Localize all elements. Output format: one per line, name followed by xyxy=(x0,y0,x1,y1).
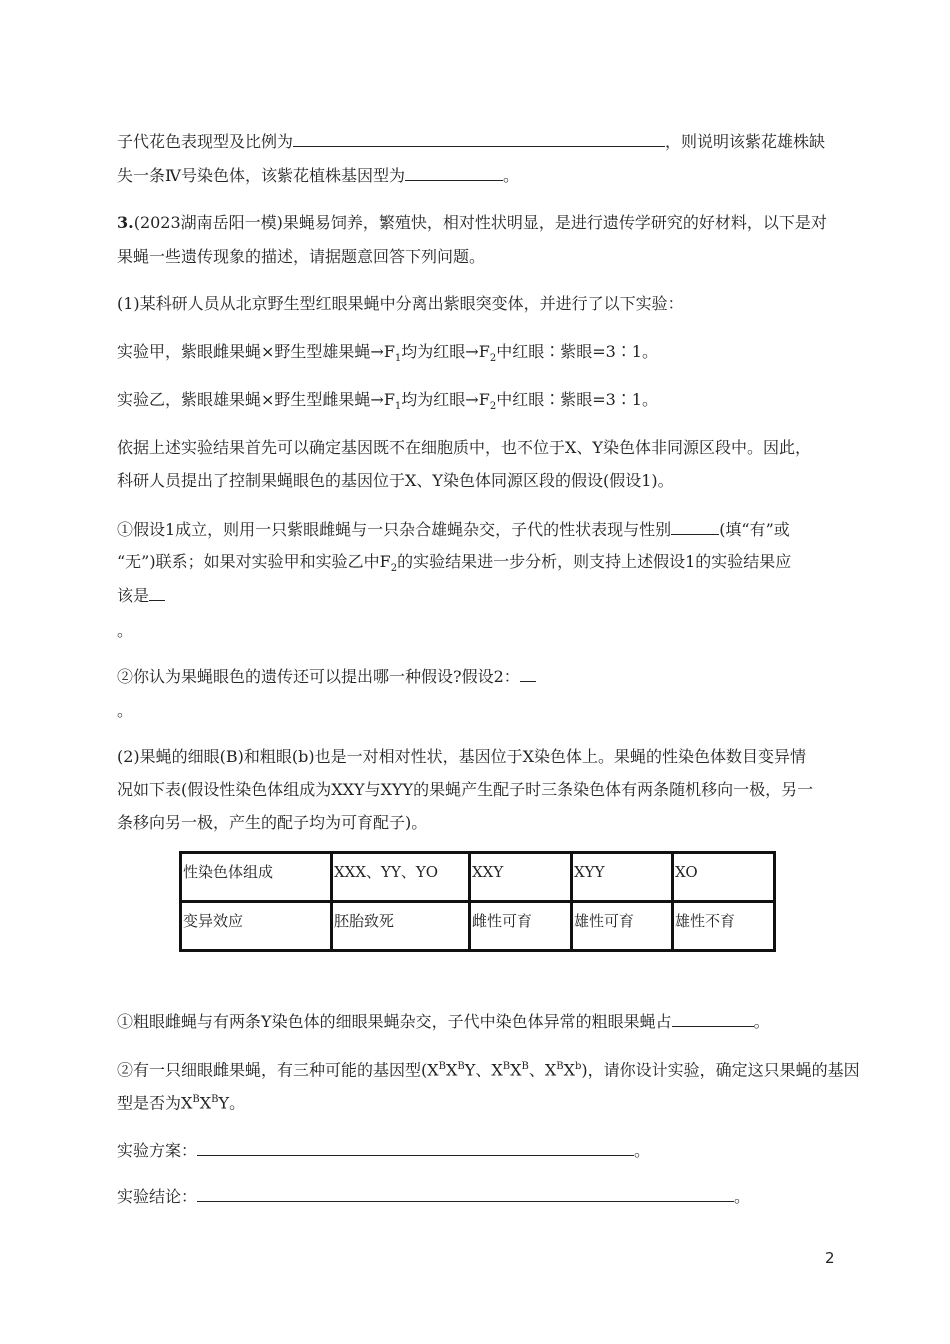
text: (1)某科研人员从北京野生型红眼果蝇中分离出紫眼突变体，并进行了以下实验： xyxy=(117,294,684,313)
part-2-line2: 况如下表(假设性染色体组成为XXY与XYY的果蝇产生配子时三条染色体有两条随机移向一极，另一 xyxy=(117,780,814,799)
plan-answer-blank[interactable] xyxy=(197,1139,634,1156)
result-2-line2: 型是否为$X^BX^BY$。 xyxy=(117,1093,246,1113)
question-3-line2 xyxy=(117,246,485,268)
answer-blank[interactable] xyxy=(405,164,503,181)
text: 果蝇一些遗传现象的描述，请据题意回答下列问题。 xyxy=(117,247,486,266)
table-cell: 雄性可育 xyxy=(572,902,673,951)
line-flower-ratio xyxy=(117,130,825,153)
text: 子代花色表现型及比例为 xyxy=(117,132,294,151)
table-cell: 雄性不育 xyxy=(673,902,775,951)
table-cell: XYY xyxy=(572,853,673,902)
subquestion-2-line: ②你认为果蝇眼色的遗传还可以提出哪一种假设?假设2： xyxy=(117,665,536,688)
table-cell: XXX、YY、YO xyxy=(332,853,470,902)
table-cell: 雌性可育 xyxy=(470,902,572,951)
text: (2023湖南岳阳一模)果蝇易饲养，繁殖快，相对性状明显，是进行遗传学研究的好材料，以下是对 xyxy=(133,213,827,232)
subquestion-1-end: 。 xyxy=(117,621,134,640)
variation-table xyxy=(179,851,776,952)
text: 。 xyxy=(503,166,520,185)
question-number: 3. xyxy=(117,213,134,232)
line-genotype xyxy=(117,164,519,187)
subquestion-1-line2: “无”)联系；如果对实验甲和实验乙中$F_2$的实验结果进一步分析，则支持上述假设1的实验结果应 xyxy=(117,552,792,575)
table-row xyxy=(181,902,775,951)
answer-blank[interactable] xyxy=(149,584,165,601)
answer-blank[interactable] xyxy=(293,130,665,147)
part-1-intro xyxy=(117,293,684,315)
plan-label: 实验方案： xyxy=(117,1141,198,1160)
answer-blank[interactable] xyxy=(671,518,719,535)
page-number: 2 xyxy=(825,1249,835,1267)
text: 失一条Ⅳ号染色体，该紫花植株基因型为 xyxy=(117,166,405,185)
experiment-a: 实验甲，紫眼雌果蝇×野生型雄果蝇$\to F_1$均为红眼$\to F_2$中红眼∶紫眼=3∶1。 xyxy=(117,342,658,365)
subquestion-1-line3: 该是 xyxy=(117,584,165,607)
table-cell: 变异效应 xyxy=(181,902,332,951)
experiment-plan-line: 实验方案： 。 xyxy=(117,1141,651,1160)
subquestion-1-line1: ①假设1成立，则用一只紫眼雌蝇与一只杂合雄蝇杂交，子代的性状表现与性别 (填“有”或 xyxy=(117,520,790,539)
table-cell: 性染色体组成 xyxy=(181,853,332,902)
basis-line1: 依据上述实验结果首先可以确定基因既不在细胞质中，也不位于X、Y染色体非同源区段中。因此， xyxy=(117,438,811,457)
table-row xyxy=(181,853,775,902)
answer-blank[interactable] xyxy=(520,665,536,682)
result-2-line1: ②有一只细眼雌果蝇，有三种可能的基因型($X^BX^BY$、$X^BX^B$、$X^BX^b$)，请你设计实验，确定这只果蝇的基因 xyxy=(117,1060,860,1080)
table-cell: XXY xyxy=(470,853,572,902)
answer-blank[interactable] xyxy=(672,1010,754,1027)
basis-line2: 科研人员提出了控制果蝇眼色的基因位于X、Y染色体同源区段的假设(假设1)。 xyxy=(117,471,674,490)
table-cell: XO xyxy=(673,853,775,902)
conclusion-label: 实验结论： xyxy=(117,1187,198,1206)
part-2-line1: (2)果蝇的细眼(B)和粗眼(b)也是一对相对性状，基因位于X染色体上。果蝇的性染色体数目变异情 xyxy=(117,747,807,766)
text: ，则说明该紫花雄株缺 xyxy=(665,132,826,151)
subquestion-2-end: 。 xyxy=(117,701,134,720)
question-3-line1 xyxy=(117,212,827,234)
table-cell: 胚胎致死 xyxy=(332,902,470,951)
result-1-line: ①粗眼雌蝇与有两条Y染色体的细眼果蝇杂交，子代中染色体异常的粗眼果蝇占 。 xyxy=(117,1012,770,1031)
conclusion-answer-blank[interactable] xyxy=(197,1185,734,1202)
experiment-b: 实验乙，紫眼雄果蝇×野生型雌果蝇$\to F_1$均为红眼$\to F_2$中红眼∶紫眼=3∶1。 xyxy=(117,390,658,413)
experiment-conclusion-line: 实验结论： 。 xyxy=(117,1187,751,1206)
part-2-line3: 条移向另一极，产生的配子均为可育配子)。 xyxy=(117,813,428,832)
